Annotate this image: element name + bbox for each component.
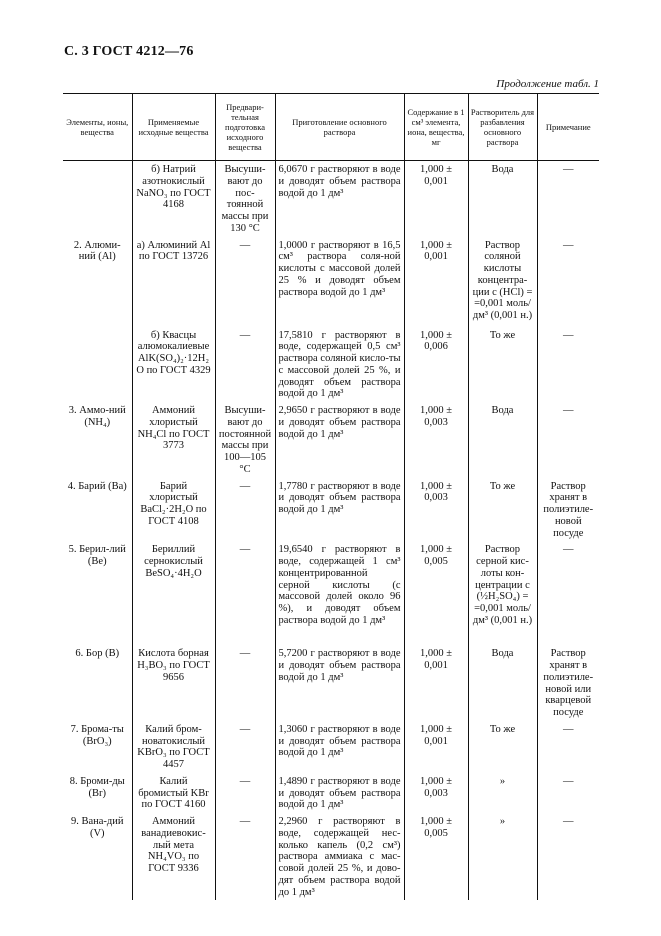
cell-substance: Калий бром-новатокислый KBrO₃ по ГОСТ 4457 [132,721,215,773]
cell-element: 3. Аммо-ний (NH₄) [63,402,132,478]
cell-pretreatment: — [215,541,275,645]
cell-substance: Калий бромистый KBr по ГОСТ 4160 [132,773,215,813]
cell-note: — [537,813,599,900]
cell-preparation: 19,6540 г растворяют в воде, содержащей 1 см³ концентрированной серной кислоты (с массовой долей около 96 %), и доводят объем раствора водой до 1 дм³ [275,541,404,645]
table-row [63,237,599,327]
table-row [63,813,599,900]
column-header-preparation: Приготовление основного раствора [275,94,404,161]
cell-solvent: Вода [468,645,537,721]
cell-pretreatment: — [215,478,275,542]
table-row [63,773,599,813]
cell-note: — [537,773,599,813]
cell-preparation: 2,2960 г растворяют в воде, содержащей нес-колько капель (0,2 см³) раствора аммиака с мас-совой долей 25 %, и дово-дят объем раствора водой до 1 дм³ [275,813,404,900]
table-continuation-label: Продолжение табл. 1 [496,78,599,90]
cell-solvent: То же [468,721,537,773]
cell-note: — [537,541,599,645]
cell-pretreatment: — [215,773,275,813]
cell-element [63,327,132,403]
page-header: С. 3 ГОСТ 4212—76 [64,44,194,59]
cell-solvent: » [468,813,537,900]
cell-content: 1,000 ± 0,003 [404,402,468,478]
cell-pretreatment: — [215,813,275,900]
cell-element: 2. Алюми-ний (Al) [63,237,132,327]
cell-preparation: 5,7200 г растворяют в воде и доводят объем раствора водой до 1 дм³ [275,645,404,721]
cell-pretreatment: — [215,237,275,327]
column-header-note: Примечание [537,94,599,161]
cell-pretreatment: — [215,645,275,721]
cell-pretreatment: Высуши-вают до пос-тоянной массы при 130 °С [215,161,275,237]
cell-preparation: 1,3060 г растворяют в воде и доводят объем раствора водой до 1 дм³ [275,721,404,773]
cell-element: 9. Вана-дий (V) [63,813,132,900]
cell-note: Раствор хранят в полиэтиле-новой или кварцевой посуде [537,645,599,721]
column-header-content: Содержание в 1 см³ элемента, иона, вещества, мг [404,94,468,161]
column-header-pretreatment: Предвари-тельная подготовка исходного вещества [215,94,275,161]
cell-content: 1,000 ± 0,006 [404,327,468,403]
cell-solvent: Вода [468,161,537,237]
column-header-solvent: Растворитель для разбавления основного раствора [468,94,537,161]
column-header-element: Элементы, ионы, вещества [63,94,132,161]
cell-solvent: Вода [468,402,537,478]
cell-solvent: » [468,773,537,813]
cell-element: 8. Броми-ды (Br) [63,773,132,813]
cell-substance: б) Натрий азотнокислый NaNO₃ по ГОСТ 4168 [132,161,215,237]
cell-element: 5. Берил-лий (Be) [63,541,132,645]
table-row [63,721,599,773]
cell-note: Раствор хранят в полиэтиле-новой посуде [537,478,599,542]
cell-solvent: То же [468,478,537,542]
cell-pretreatment: Высуши-вают до постоянной массы при 100—105 °С [215,402,275,478]
cell-preparation: 6,0670 г растворяют в воде и доводят объем раствора водой до 1 дм³ [275,161,404,237]
table-header-row [63,94,599,161]
cell-substance: а) Алюминий Al по ГОСТ 13726 [132,237,215,327]
cell-element: 6. Бор (B) [63,645,132,721]
cell-note: — [537,161,599,237]
column-header-substance: Применяемые исходные вещества [132,94,215,161]
cell-element [63,161,132,237]
cell-note: — [537,327,599,403]
cell-substance: Барий хлористый BaCl₂·2H₂O по ГОСТ 4108 [132,478,215,542]
cell-solvent: Раствор серной кис-лоты кон-центрации c (½H₂SO₄) = =0,001 моль/дм³ (0,001 н.) [468,541,537,645]
table-row [63,161,599,237]
cell-content: 1,000 ± 0,005 [404,813,468,900]
cell-pretreatment: — [215,327,275,403]
cell-content: 1,000 ± 0,003 [404,773,468,813]
cell-content: 1,000 ± 0,003 [404,478,468,542]
cell-element: 7. Брома-ты (BrO₃) [63,721,132,773]
cell-element: 4. Барий (Ba) [63,478,132,542]
cell-substance: б) Квасцы алюмокалиевые AlK(SO₄)₂·12H₂O по ГОСТ 4329 [132,327,215,403]
cell-note: — [537,721,599,773]
cell-substance: Аммоний ванадиевокис-лый мета NH₄VO₃ по ГОСТ 9336 [132,813,215,900]
cell-pretreatment: — [215,721,275,773]
cell-substance: Аммоний хлористый NH₄Cl по ГОСТ 3773 [132,402,215,478]
cell-substance: Кислота борная H₃BO₃ по ГОСТ 9656 [132,645,215,721]
cell-preparation: 1,0000 г растворяют в 16,5 см³ раствора соля-ной кислоты с массовой долей 25 % и доводят объем раствора водой до 1 дм³ [275,237,404,327]
cell-note: — [537,237,599,327]
cell-content: 1,000 ± 0,001 [404,721,468,773]
cell-solvent: Раствор соляной кислоты концентра-ции c (HCl) = =0,001 моль/дм³ (0,001 н.) [468,237,537,327]
cell-content: 1,000 ± 0,005 [404,541,468,645]
cell-preparation: 1,7780 г растворяют в воде и доводят объем раствора водой до 1 дм³ [275,478,404,542]
cell-content: 1,000 ± 0,001 [404,645,468,721]
cell-content: 1,000 ± 0,001 [404,161,468,237]
cell-preparation: 2,9650 г растворяют в воде и доводят объем раствора водой до 1 дм³ [275,402,404,478]
table-row [63,402,599,478]
cell-preparation: 1,4890 г растворяют в воде и доводят объем раствора водой до 1 дм³ [275,773,404,813]
table-row [63,478,599,542]
cell-preparation: 17,5810 г растворяют в воде, содержащей 0,5 см³ раствора соляной кисло-ты с массовой долей 25 %, и доводят объем раствора водой до 1 дм³ [275,327,404,403]
cell-substance: Бериллий сернокислый BeSO₄·4H₂O [132,541,215,645]
table-row [63,645,599,721]
reagent-table [63,93,599,900]
cell-note: — [537,402,599,478]
table-row [63,327,599,403]
table-row [63,541,599,645]
cell-solvent: То же [468,327,537,403]
cell-content: 1,000 ± 0,001 [404,237,468,327]
